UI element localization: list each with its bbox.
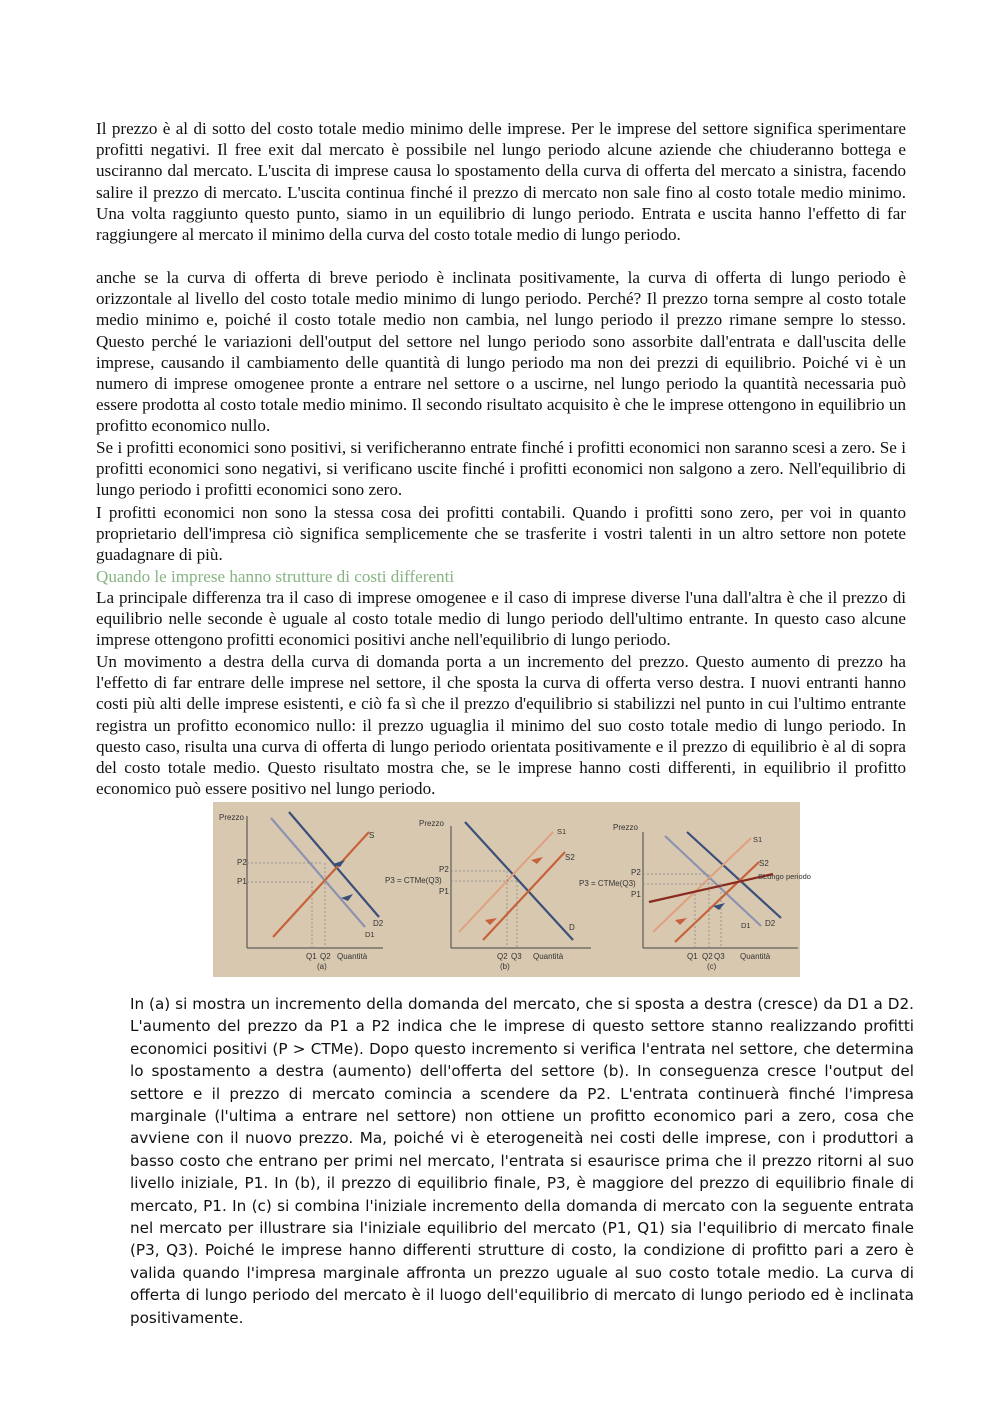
- panel-a-y-axis-label: Prezzo: [219, 813, 244, 822]
- panel-a-caption: (a): [317, 962, 327, 971]
- paragraph-main-difference: La principale differenza tra il caso di imprese omogenee e il caso di imprese diverse l'una dall'altra è che il prezzo di equilibrio nelle seconde è uguale al costo totale medio di lungo periodo dell'ultimo entrante. In questo caso alcune imprese ottengono profitti economici positivi anche nell'equilibrio di lungo periodo.: [96, 588, 906, 650]
- paragraph-price-below-min-cost: Il prezzo è al di sotto del costo totale medio minimo delle imprese. Per le imprese del settore significa sperimentare profitti negativi. Il free exit dal mercato è possibile nel lungo periodo alcune aziende che chiuderanno bottega e usciranno dal mercato. L'uscita di imprese causa lo spostamento della curva di offerta del mercato a sinistra, facendo salire il prezzo di mercato. L'uscita continua finché il prezzo di mercato non sale fino al costo totale medio minimo. Una volta raggiunto questo punto, siamo in un equilibrio di lungo periodo. Entrata e uscita hanno l'effetto di far raggiungere al mercato il minimo della curva del costo totale medio di lungo periodo.: [96, 119, 906, 245]
- panel-a-d1-label: D1: [365, 930, 375, 939]
- paragraph-figure-explanation: In (a) si mostra un incremento della domanda del mercato, che si sposta a destra (cresce) da D1 a D2. L'aumento del prezzo da P1 a P2 indica che le imprese di questo settore stanno realizzando profitti economici positivi (P > CTMe). Dopo questo incremento si verifica l'entrata nel settore, che determina lo spostamento a destra (aumento) dell'offerta del settore (b). In conseguenza cresce l'output del settore e il prezzo di mercato comincia a scendere da P2. L'entrata continuerà finché l'impresa marginale (l'ultima a entrare nel settore) non ottiene un profitto economico pari a zero, cosa che avviene con il nuovo prezzo. Ma, poiché vi è eterogeneità nei costi delle imprese, con i produttori a basso costo che entrano per primi nel mercato, l'entrata si esaurisce prima che il prezzo ritorni al suo livello iniziale, P1. In (b), il prezzo di equilibrio finale, P3, è maggiore del prezzo di equilibrio finale di mercato, P1. In (c) si combina l'iniziale incremento della domanda di mercato con la seguente entrata nel mercato per illustrare sia l'iniziale equilibrio del mercato (P1, Q1) sia l'equilibrio di mercato finale (P3, Q3). Poiché le imprese hanno differenti strutture di costo, la condizione di profitto pari a zero è valida quando l'impresa marginale affronta un prezzo uguale al suo costo totale medio. La curva di offerta di lungo periodo del mercato è il luogo dell'equilibrio di mercato di lungo periodo ed è inclinata positivamente.: [130, 995, 914, 1327]
- panel-b: [385, 819, 591, 971]
- panel-c-d2-label: D2: [765, 919, 776, 928]
- panel-b-x-axis-label: Quantità: [533, 952, 564, 961]
- panel-a-x-axis-label: Quantità: [337, 952, 368, 961]
- panel-a: [219, 812, 384, 971]
- panel-b-p1-label: P1: [439, 887, 449, 896]
- panel-c-d1-label: D1: [741, 921, 751, 930]
- panel-a-p1-label: P1: [237, 877, 247, 886]
- paragraph-economic-vs-accounting: I profitti economici non sono la stessa cosa dei profitti contabili. Quando i profitti sono zero, per voi in quanto proprietario dell'impresa ciò significa semplicemente che se trasferite i vostri talenti in un altro settore non potete guadagnare di più.: [96, 503, 906, 565]
- panel-b-caption: (b): [500, 962, 510, 971]
- panel-c-q2-label: Q2: [702, 952, 713, 961]
- panel-b-d-curve: [465, 822, 573, 940]
- panel-b-s2-curve: [483, 852, 565, 940]
- panel-a-d2-label: D2: [373, 919, 384, 928]
- supply-demand-figure: [213, 802, 811, 977]
- panel-b-q2-label: Q2: [497, 952, 508, 961]
- panel-b-p2-label: P2: [439, 865, 449, 874]
- panel-b-s2-label: S2: [565, 853, 575, 862]
- panel-c-s2-label: S2: [759, 859, 769, 868]
- panel-b-p3-label: P3 = CTMe(Q3): [385, 876, 442, 885]
- panel-c-s1-label: S1: [753, 835, 763, 844]
- panel-a-d1-curve: [271, 818, 365, 927]
- panel-c-x-axis-label: Quantità: [740, 952, 771, 961]
- panel-c-y-axis-label: Prezzo: [613, 823, 638, 832]
- panel-a-q2-label: Q2: [320, 952, 331, 961]
- panel-b-q3-label: Q3: [511, 952, 522, 961]
- paragraph-demand-shift: Un movimento a destra della curva di domanda porta a un incremento del prezzo. Questo aumento di prezzo ha l'effetto di far entrare delle imprese nel settore, il che sposta la curva di offerta verso destra. I nuovi entranti hanno costi più alti delle imprese esistenti, e ciò fa sì che il prezzo d'equilibrio si stabilizzi nel punto in cui l'ultimo entrante registra un profitto economico nullo: il prezzo uguaglia il minimo del suo costo totale medio di lungo periodo. In questo caso, risulta una curva di offerta di lungo periodo orientata positivamente e il prezzo di equilibrio è al di sopra del costo totale medio. Questo risultato mostra che, se le imprese hanno costi differenti, in equilibrio il profitto economico può essere positivo nel lungo periodo.: [96, 652, 906, 799]
- panel-c-q1-label: Q1: [687, 952, 698, 961]
- section-heading: Quando le imprese hanno strutture di costi differenti: [96, 567, 455, 586]
- panel-a-d2-curve: [289, 812, 379, 917]
- panel-a-s-label: S: [369, 831, 375, 840]
- panel-c-long-run-label: SLungo periodo: [758, 872, 811, 881]
- paragraph-long-run-supply-horizontal: anche se la curva di offerta di breve periodo è inclinata positivamente, la curva di offerta di lungo periodo è orizzontale al livello del costo totale medio minimo di lungo periodo. Perché? Il prezzo torna sempre al costo totale medio minimo e, poiché il costo totale medio non cambia, nel lungo periodo il prezzo rimane sempre lo stesso. Questo perché le variazioni dell'output del settore nel lungo periodo sono assorbite dall'entrata e dall'uscita delle imprese, causando il cambiamento delle quantità di lungo periodo ma non dei prezzi di equilibrio. Poiché vi è un numero di imprese omogenee pronte a entrare nel settore o a uscirne, nel lungo periodo la quantità necessaria può essere prodotta al costo totale medio minimo. Il secondo risultato acquisito è che le imprese ottengono in equilibrio un profitto economico nullo.: [96, 268, 906, 436]
- panel-c: [579, 823, 811, 971]
- panel-a-q1-label: Q1: [306, 952, 317, 961]
- paragraph-profits-entry-exit: Se i profitti economici sono positivi, si verificheranno entrate finché i profitti economici non saranno scesi a zero. Se i profitti economici sono negativi, si verificano uscite finché i profitti economici non salgono a zero. Nell'equilibrio di lungo periodo i profitti economici sono zero.: [96, 438, 906, 500]
- panel-b-y-axis-label: Prezzo: [419, 819, 444, 828]
- panel-b-d-label: D: [569, 923, 575, 932]
- panel-c-q3-label: Q3: [714, 952, 725, 961]
- panel-c-p3-label: P3 = CTMe(Q3): [579, 879, 636, 888]
- panel-a-p2-label: P2: [237, 858, 247, 867]
- panel-b-s1-curve: [459, 832, 553, 932]
- panel-b-s1-label: S1: [557, 827, 567, 836]
- panel-c-p1-label: P1: [631, 890, 641, 899]
- panel-c-caption: (c): [707, 962, 717, 971]
- panel-c-p2-label: P2: [631, 868, 641, 877]
